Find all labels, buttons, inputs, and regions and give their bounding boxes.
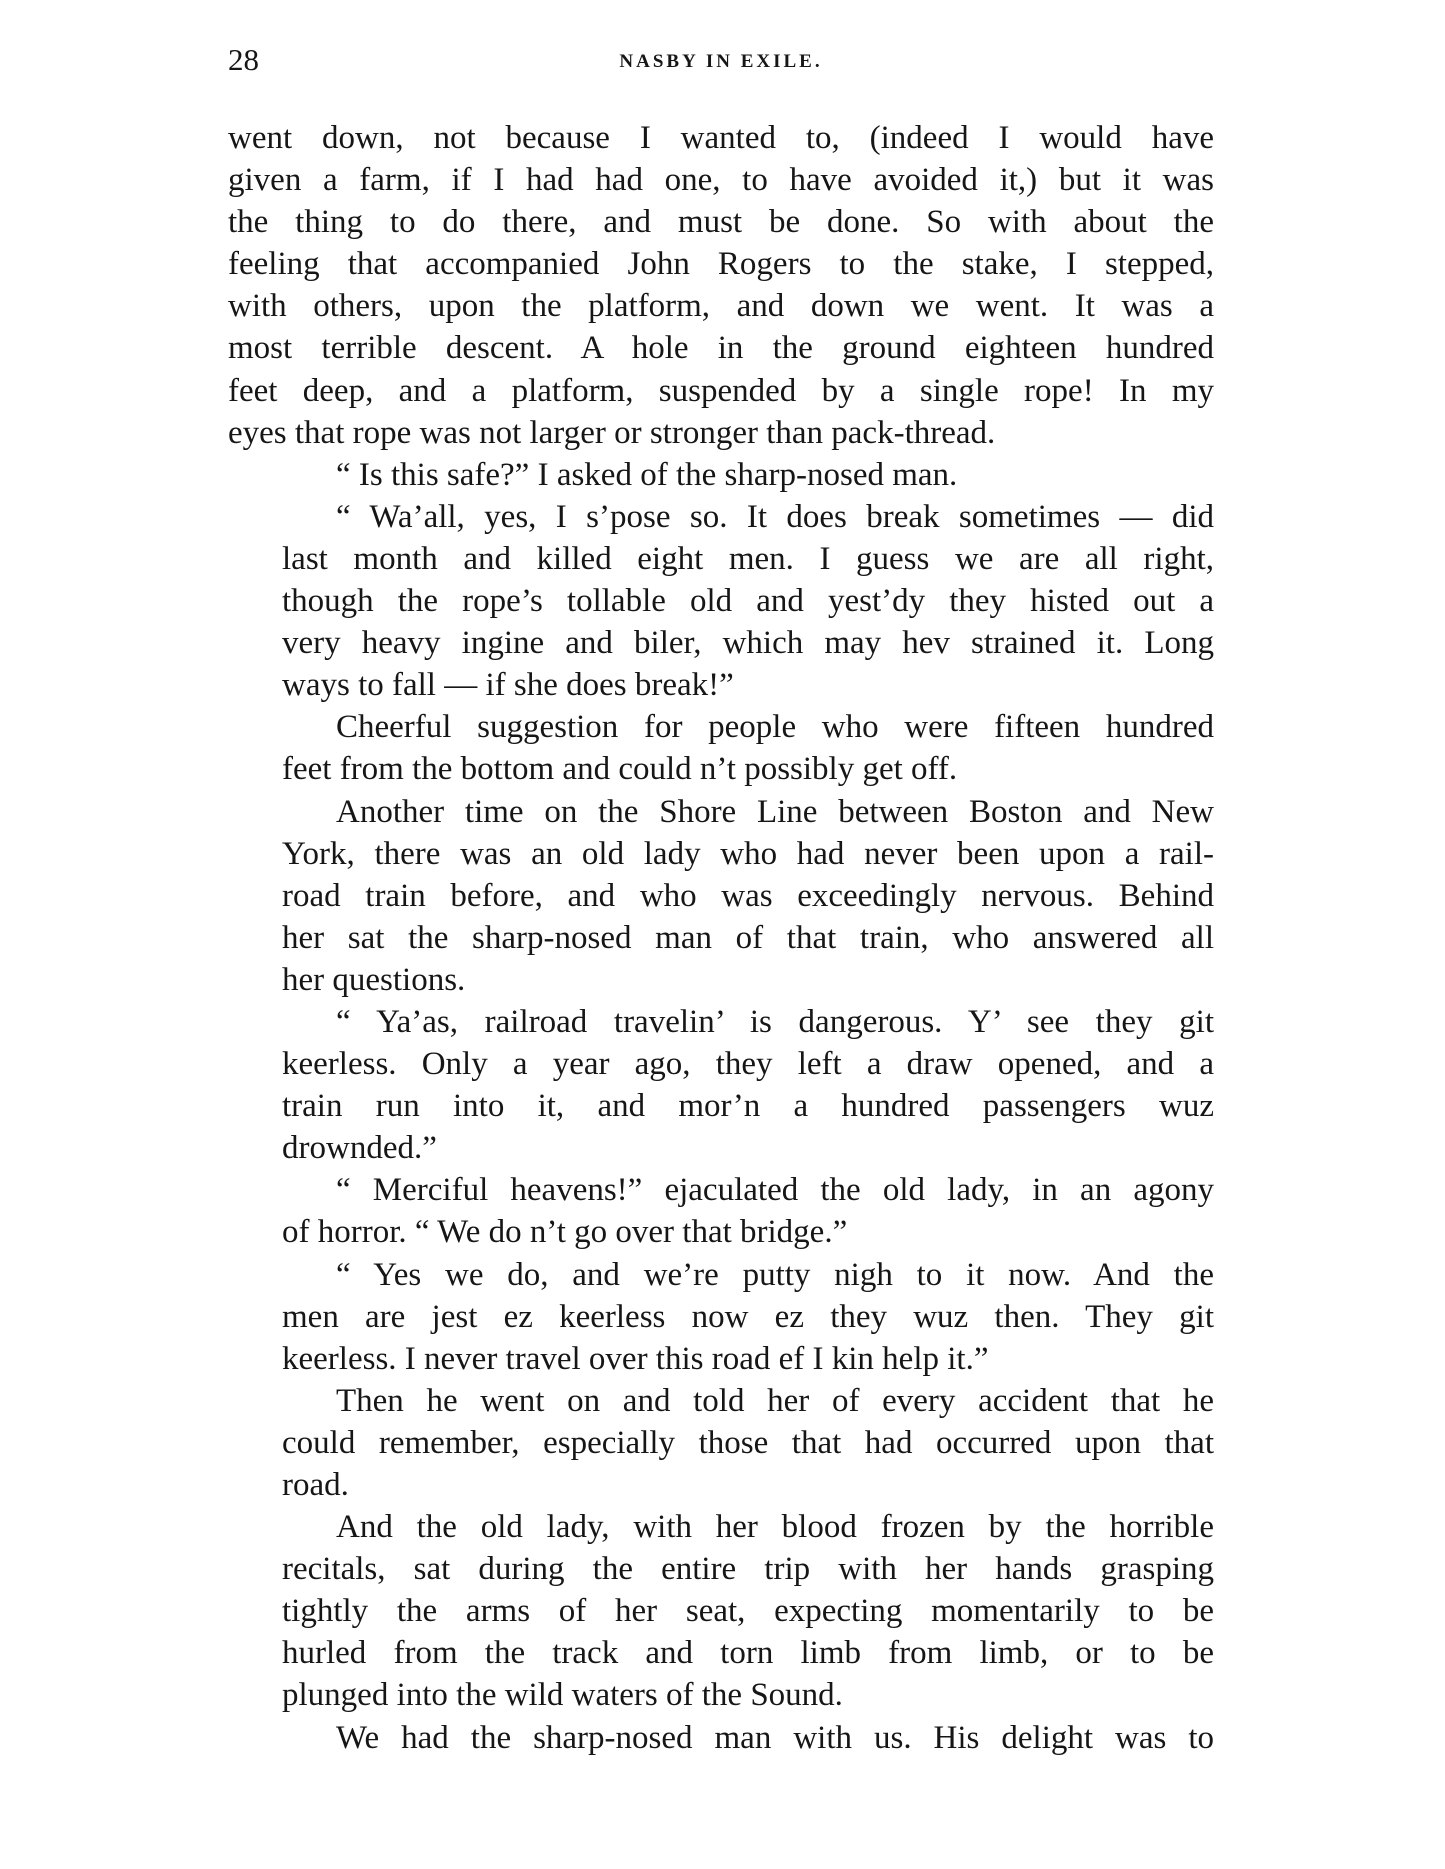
text-line: recitals, sat during the entire trip with her hands grasping: [282, 1551, 1214, 1588]
text-line: “ Is this safe?” I asked of the sharp-nosed man.: [336, 456, 958, 493]
paragraph: [228, 1717, 1214, 1759]
text-line: ways to fall — if she does break!”: [282, 667, 734, 704]
paragraph: [228, 1380, 1214, 1506]
text-line: “ Ya’as, railroad travelin’ is dangerous. Y’ see they git: [336, 1003, 1214, 1040]
paragraph: [228, 454, 1214, 496]
text-line: plunged into the wild waters of the Sound.: [282, 1677, 843, 1714]
paragraph: [228, 496, 1214, 706]
text-line: keerless. I never travel over this road ef I kin help it.”: [282, 1340, 989, 1377]
body-text: [228, 117, 1214, 1759]
text-line: And the old lady, with her blood frozen by the horrible: [336, 1509, 1214, 1546]
text-line: the thing to do there, and must be done. So with about the: [228, 204, 1214, 241]
paragraph: [228, 1254, 1214, 1380]
paragraph: [228, 1169, 1214, 1253]
paragraph: [228, 1001, 1214, 1169]
paragraph: [228, 706, 1214, 790]
text-line: very heavy ingine and biler, which may hev strained it. Long: [282, 625, 1214, 662]
text-line: Then he went on and told her of every accident that he: [336, 1382, 1214, 1419]
text-line: her sat the sharp-nosed man of that train, who answered all: [282, 919, 1214, 956]
text-line: most terrible descent. A hole in the ground eighteen hundred: [228, 330, 1214, 367]
text-line: went down, not because I wanted to, (indeed I would have: [228, 120, 1214, 156]
text-line: her questions.: [282, 961, 466, 998]
text-line: eyes that rope was not larger or stronger than pack-thread.: [228, 414, 996, 451]
text-line: “ Yes we do, and we’re putty nigh to it now. And the: [336, 1256, 1214, 1293]
text-line: men are jest ez keerless now ez they wuz then. They git: [282, 1298, 1214, 1335]
text-line: York, there was an old lady who had never been upon a rail-: [282, 835, 1214, 872]
text-line: road.: [282, 1467, 349, 1503]
text-line: could remember, especially those that had occurred upon that: [282, 1424, 1214, 1461]
text-line: train run into it, and mor’n a hundred passengers wuz: [282, 1088, 1214, 1125]
paragraph: [228, 1506, 1214, 1716]
text-line: with others, upon the platform, and down we went. It was a: [228, 288, 1214, 325]
text-line: Cheerful suggestion for people who were fifteen hundred: [336, 709, 1214, 746]
page-header: [228, 40, 1214, 80]
text-line: drownded.”: [282, 1130, 437, 1167]
page-number: 28: [228, 42, 259, 77]
text-line: feeling that accompanied John Rogers to the stake, I stepped,: [228, 246, 1214, 283]
text-line: last month and killed eight men. I guess we are all right,: [282, 540, 1214, 577]
text-line: Another time on the Shore Line between Boston and New: [336, 793, 1214, 830]
text-line: road train before, and who was exceedingly nervous. Behind: [282, 877, 1214, 914]
text-line: feet from the bottom and could n’t possibly get off.: [282, 751, 958, 788]
text-line: though the rope’s tollable old and yest’dy they histed out a: [282, 583, 1214, 620]
text-line: tightly the arms of her seat, expecting momentarily to be: [282, 1593, 1214, 1630]
text-line: “ Merciful heavens!” ejaculated the old lady, in an agony: [336, 1172, 1214, 1209]
text-line: “ Wa’all, yes, I s’pose so. It does break sometimes — did: [336, 498, 1214, 535]
paragraph: [228, 791, 1214, 1001]
text-line: We had the sharp-nosed man with us. His delight was to: [336, 1719, 1214, 1756]
text-line: of horror. “ We do n’t go over that bridge.”: [282, 1214, 848, 1251]
text-line: keerless. Only a year ago, they left a draw opened, and a: [282, 1046, 1214, 1083]
text-line: given a farm, if I had had one, to have avoided it,) but it was: [228, 162, 1214, 199]
text-line: hurled from the track and torn limb from limb, or to be: [282, 1635, 1214, 1672]
paragraph: [228, 117, 1214, 454]
running-title: NASBY IN EXILE.: [619, 51, 823, 72]
text-line: feet deep, and a platform, suspended by a single rope! In my: [228, 372, 1214, 409]
